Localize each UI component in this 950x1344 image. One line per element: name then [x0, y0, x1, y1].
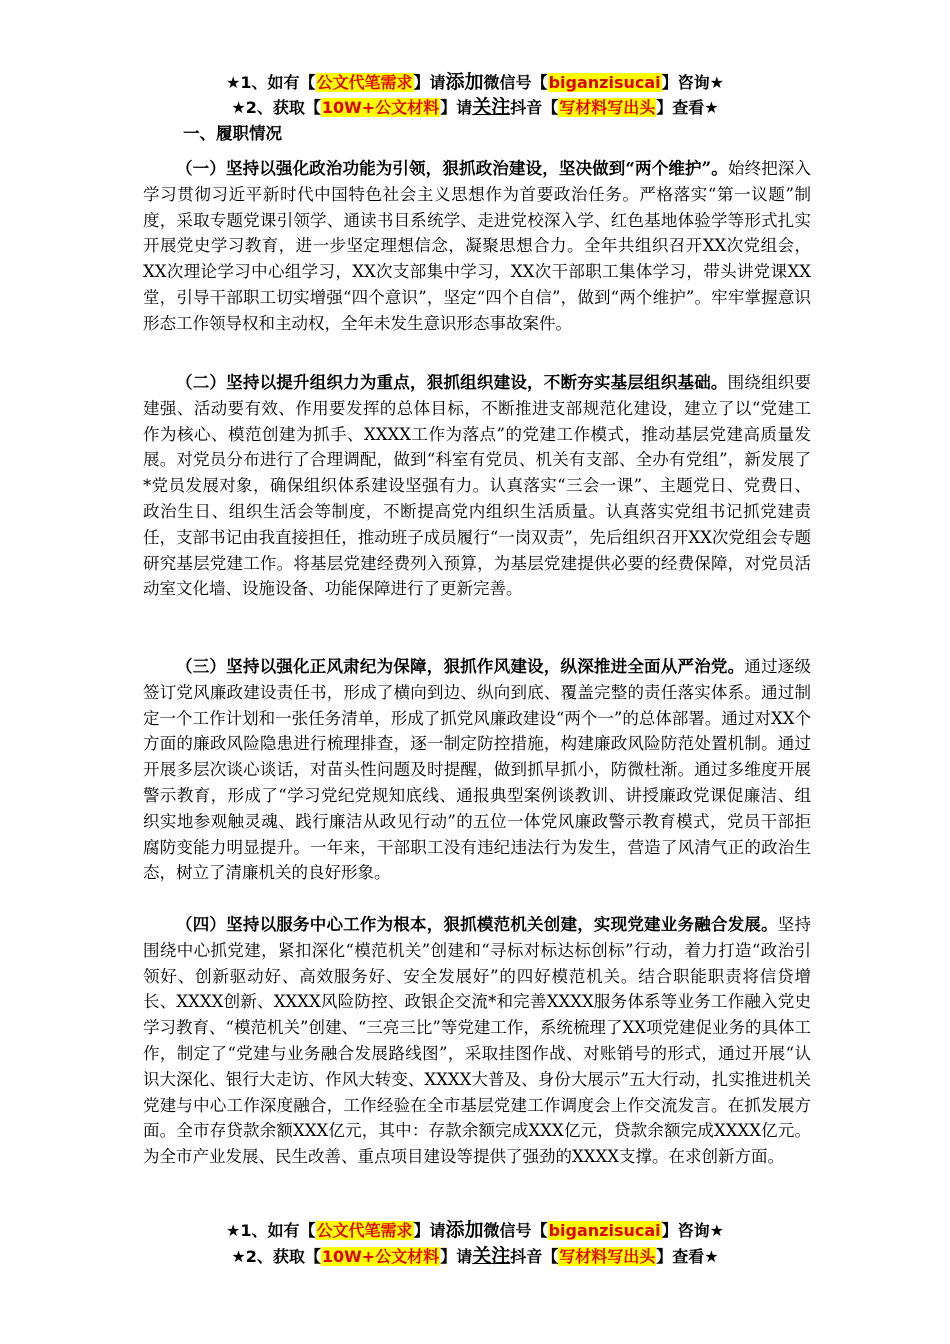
banner-text: 】请	[440, 1247, 473, 1266]
highlight-materials: 10W+公文材料	[321, 1247, 440, 1266]
banner-text: ★2、获取【	[231, 98, 321, 117]
highlight-wechat-id: biganzisucai	[548, 1221, 661, 1240]
highlight-wechat-id: biganzisucai	[548, 73, 661, 92]
banner-text: ★1、如有【	[226, 73, 316, 92]
paragraph-2	[143, 370, 811, 602]
banner-text: 】咨询★	[661, 1221, 724, 1240]
paragraph-lead: （二）坚持以提升组织力为重点，狠抓组织建设，不断夯实基层组织基础。	[176, 373, 728, 392]
paragraph-1	[143, 156, 811, 337]
banner-emphasis: 添加	[445, 1219, 484, 1241]
highlight-service: 公文代笔需求	[316, 73, 413, 92]
banner-text: 】查看★	[656, 1247, 719, 1266]
banner-text: 】请	[413, 1221, 446, 1240]
paragraph-lead: （三）坚持以强化正风肃纪为保障，狠抓作风建设，纵深推进全面从严治党。	[176, 657, 745, 676]
banner-text: 抖音【	[510, 98, 559, 117]
paragraph-body: 始终把深入学习贯彻习近平新时代中国特色社会主义思想作为首要政治任务。严格落实“第一议题”制度，采取专题党课引领学、通读书目系统学、走进党校深入学、红色基地体验学等形式扎实开展党史学习教育，进一步坚定理想信念，凝聚思想合力。全年共组织召开XX次党组会，XX次理论学习中心组学习，XX次支部集中学习，XX次干部职工集体学习，带头讲党课XX堂，引导干部职工切实增强“四个意识”，坚定“四个自信”，做到“两个维护”。牢牢掌握意识形态工作领导权和主动权，全年未发生意识形态事故案件。	[143, 159, 812, 333]
paragraph-body: 坚持围绕中心抓党建，紧扣深化“模范机关”创建和“寻标对标达标创标”行动，着力打造“政治引领好、创新驱动好、高效服务好、安全发展好”的四好模范机关。结合职能职责将信贷增长、XXXX创新、XXXX风险防控、政银企交流*和完善XXXX服务体系等业务工作融入党史学习教育、“模范机关”创建、“三亮三比”等党建工作，系统梳理了XX项党建促业务的具体工作，制定了“党建与业务融合发展路线图”，采取挂图作战、对账销号的形式，通过开展“认识大深化、银行大走访、作风大转变、XXXX大普及、身份大展示”五大行动，扎实推进机关党建与中心工作深度融合，工作经验在全市基层党建工作调度会上作交流发言。在抓发展方面。全市存贷款余额XXX亿元，其中：存款余额完成XXX亿元，贷款余额完成XXXX亿元。为全市产业发展、民生改善、重点项目建设等提供了强劲的XXXX支撑。在求创新方面。	[143, 915, 812, 1167]
banner-text: 微信号【	[483, 73, 548, 92]
banner-text: ★2、获取【	[231, 1247, 321, 1266]
paragraph-4	[143, 912, 811, 1170]
paragraph-lead: （四）坚持以服务中心工作为根本，狠抓模范机关创建，实现党建业务融合发展。	[176, 915, 778, 934]
highlight-materials: 10W+公文材料	[321, 98, 440, 117]
highlight-douyin-account: 写材料写出头	[559, 98, 656, 117]
banner-emphasis: 添加	[445, 71, 484, 93]
banner-text: ★1、如有【	[226, 1221, 316, 1240]
paragraph-3	[143, 654, 811, 886]
section-heading: 一、履职情况	[183, 124, 282, 143]
highlight-service: 公文代笔需求	[316, 1221, 413, 1240]
promo-banner-top-1	[0, 70, 950, 95]
paragraph-lead: （一）坚持以强化政治功能为引领，狠抓政治建设，坚决做到“两个维护”。	[176, 159, 728, 178]
banner-emphasis: 关注	[472, 96, 511, 118]
banner-text: 】请	[440, 98, 473, 117]
banner-text: 】咨询★	[661, 73, 724, 92]
promo-banner-bottom-2	[0, 1244, 950, 1269]
promo-banner-bottom-1	[0, 1218, 950, 1243]
banner-text: 】查看★	[656, 98, 719, 117]
banner-emphasis: 关注	[472, 1245, 511, 1267]
highlight-douyin-account: 写材料写出头	[559, 1247, 656, 1266]
promo-banner-top-2	[0, 95, 950, 120]
paragraph-body: 围绕组织要建强、活动要有效、作用要发挥的总体目标，不断推进支部规范化建设，建立了以“党建工作为核心、模范创建为抓手、XXXX工作为落点”的党建工作模式，推动基层党建高质量发展。对党员分布进行了合理调配，做到“科室有党员、机关有支部、全办有党组”，新发展了*党员发展对象，确保组织体系建设坚强有力。认真落实“三会一课”、主题党日、党费日、政治生日、组织生活会等制度，不断提高党内组织生活质量。认真落实党组书记抓党建责任，支部书记由我直接担任，推动班子成员履行“一岗双责”，先后组织召开XX次党组会专题研究基层党建工作。将基层党建经费列入预算，为基层党建提供必要的经费保障，对党员活动室文化墙、设施设备、功能保障进行了更新完善。	[143, 373, 812, 599]
banner-text: 微信号【	[483, 1221, 548, 1240]
banner-text: 抖音【	[510, 1247, 559, 1266]
banner-text: 】请	[413, 73, 446, 92]
paragraph-body: 通过逐级签订党风廉政建设责任书，形成了横向到边、纵向到底、覆盖完整的责任落实体系。通过制定一个工作计划和一张任务清单，形成了抓党风廉政建设“两个一”的总体部署。通过对XX个方面的廉政风险隐患进行梳理排查，逐一制定防控措施，构建廉政风险防范处置机制。通过开展多层次谈心谈话，对苗头性问题及时提醒，做到抓早抓小，防微杜渐。通过多维度开展警示教育，形成了“学习党纪党规知底线、通报典型案例谈教训、讲授廉政党课促廉洁、组织实地参观触灵魂、践行廉洁从政见行动”的五位一体党风廉政警示教育模式，党员干部拒腐防变能力明显提升。一年来，干部职工没有违纪违法行为发生，营造了风清气正的政治生态，树立了清廉机关的良好形象。	[143, 657, 812, 883]
